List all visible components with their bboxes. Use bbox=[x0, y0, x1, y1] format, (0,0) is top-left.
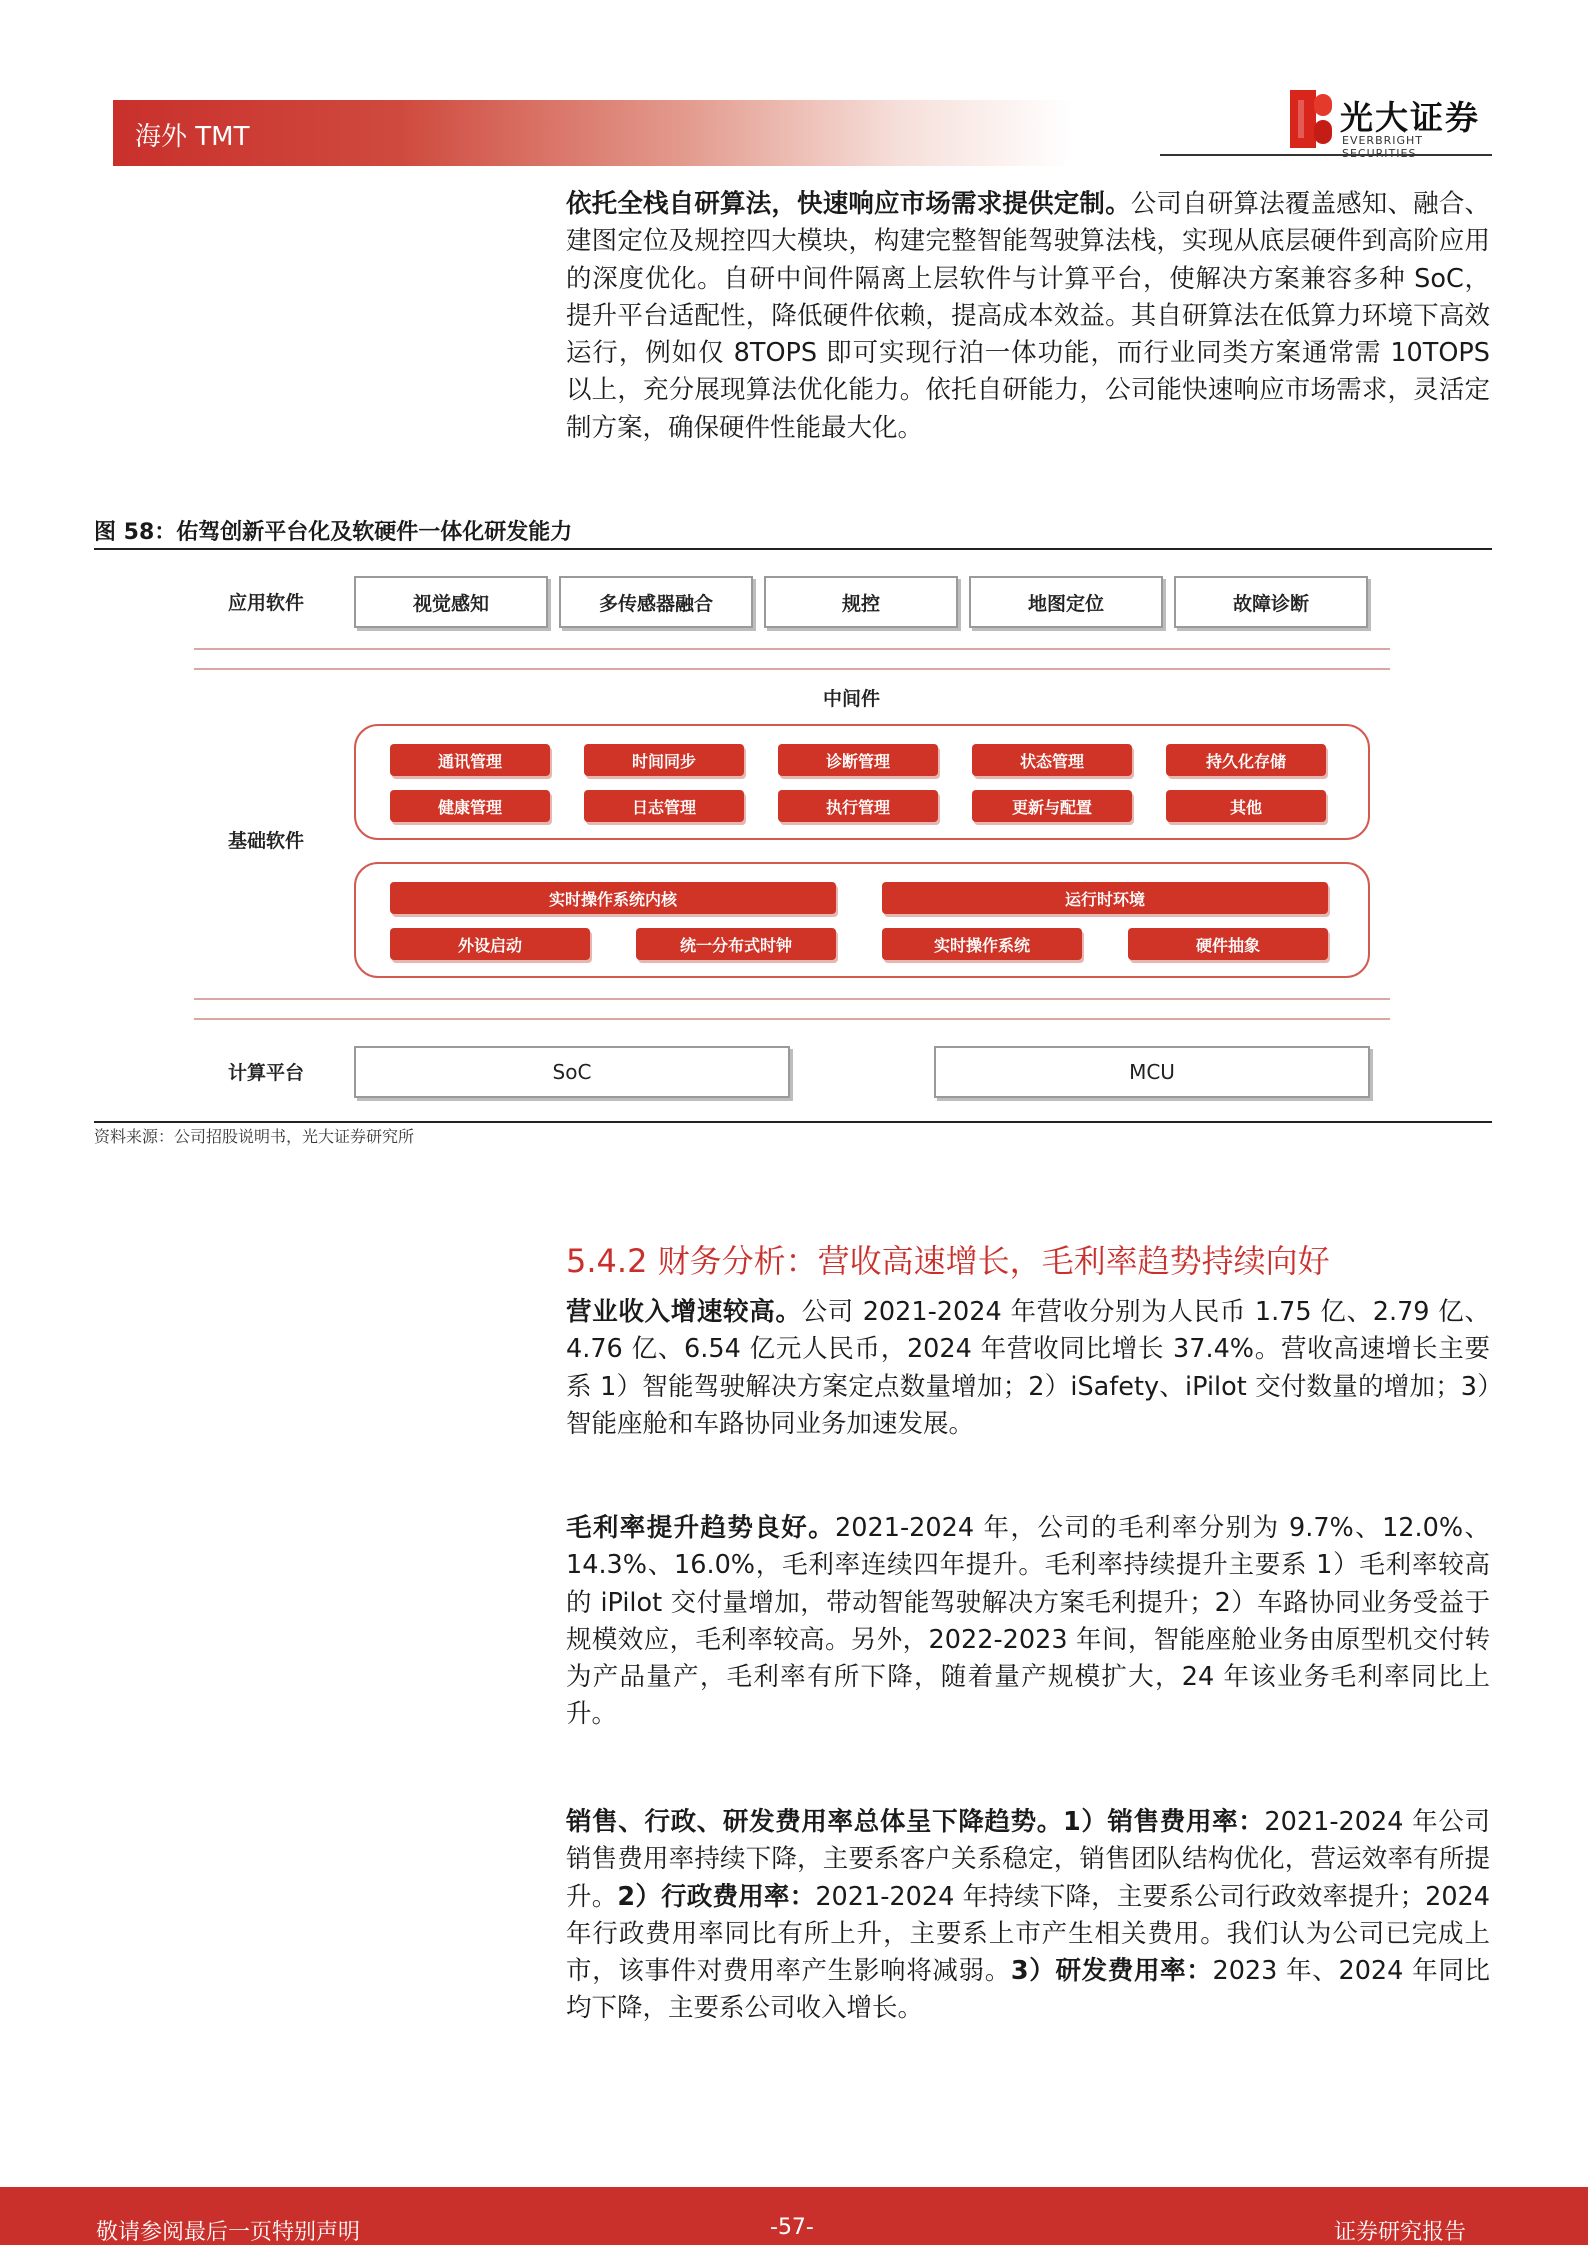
header-band bbox=[113, 100, 1073, 166]
os-pill: 实时操作系统 bbox=[882, 928, 1082, 960]
paragraph-subhead: 3）研发费用率： bbox=[1010, 1956, 1213, 1987]
platform-box-mcu: MCU bbox=[934, 1046, 1370, 1098]
middleware-pill: 持久化存储 bbox=[1166, 744, 1326, 776]
paragraph-body: 2021-2024 年公司销售费用率持续下降，主要系客户关系稳定，销售团队结构优化，营运效率有所提升。 bbox=[566, 1807, 1490, 1912]
footer-disclaimer: 敬请参阅最后一页特别声明 bbox=[96, 2220, 361, 2245]
paragraph-lead: 营业收入增速较高。 bbox=[566, 1297, 802, 1327]
paragraph-body: 2021-2024 年持续下降，主要系公司行政效率提升；2024 年行政费用率同比有所上升，主要系上市产生相关费用。我们认为公司已完成上市，该事件对费用率产生影响将减弱。 bbox=[566, 1881, 1490, 1987]
middleware-pill: 时间同步 bbox=[584, 744, 744, 776]
section-title: 海外 TMT bbox=[135, 122, 250, 152]
row-label-base-software: 基础软件 bbox=[228, 830, 305, 852]
middleware-label: 中间件 bbox=[822, 688, 880, 710]
os-pill: 硬件抽象 bbox=[1128, 928, 1328, 960]
os-pill: 实时操作系统内核 bbox=[390, 882, 836, 914]
middleware-pill: 健康管理 bbox=[390, 790, 550, 822]
paragraph-body: 2023 年、2024 年同比均下降，主要系公司收入增长。 bbox=[566, 1956, 1490, 2024]
middleware-pill: 通讯管理 bbox=[390, 744, 550, 776]
paragraph-lead: 销售、行政、研发费用率总体呈下降趋势。1）销售费用率： bbox=[566, 1807, 1265, 1837]
paragraph-revenue bbox=[566, 1294, 1490, 1443]
middleware-group bbox=[354, 724, 1370, 840]
middleware-pill: 状态管理 bbox=[972, 744, 1132, 776]
figure-top-rule bbox=[94, 548, 1492, 550]
platform-box-soc: SoC bbox=[354, 1046, 790, 1098]
app-box: 视觉感知 bbox=[354, 576, 548, 628]
figure-bottom-rule bbox=[94, 1121, 1492, 1123]
page-number: -57- bbox=[770, 2215, 814, 2240]
middleware-pill: 日志管理 bbox=[584, 790, 744, 822]
architecture-diagram bbox=[194, 556, 1390, 1118]
paragraph-expense-ratio bbox=[566, 1804, 1490, 2028]
paragraph-gross-margin bbox=[566, 1510, 1490, 1734]
logo-text-en: EVERBRIGHT bbox=[1342, 134, 1424, 147]
row-label-platform: 计算平台 bbox=[228, 1062, 305, 1084]
separator bbox=[194, 648, 1390, 650]
paragraph-body: 公司自研算法覆盖感知、融合、建图定位及规控四大模块，构建完整智能驾驶算法栈，实现从底层硬件到高阶应用的深度优化。自研中间件隔离上层软件与计算平台，使解决方案兼容多种 SoC，提升平台适配性，降低硬件依赖，提高成本效益。其自研算法在低算力环境下高效运行，例如仅 8TOPS 即可实现行泊一体功能，而行业同类方案通常需 10TOPS 以上，充分展现算法优化能力。依托自研能力，公司能快速响应市场需求，灵活定制方案，确保硬件性能最大化。 bbox=[566, 189, 1490, 443]
app-box: 地图定位 bbox=[969, 576, 1163, 628]
footer-band bbox=[0, 2187, 1588, 2245]
separator bbox=[194, 668, 1390, 670]
row-label-application: 应用软件 bbox=[228, 592, 305, 614]
app-box: 规控 bbox=[764, 576, 958, 628]
figure-title: 图 58：佑驾创新平台化及软硬件一体化研发能力 bbox=[94, 520, 573, 545]
header-rule bbox=[1160, 154, 1492, 156]
app-box: 故障诊断 bbox=[1174, 576, 1368, 628]
figure-source: 资料来源：公司招股说明书，光大证券研究所 bbox=[94, 1127, 415, 1146]
os-pill: 运行时环境 bbox=[882, 882, 1328, 914]
separator bbox=[194, 998, 1390, 1000]
logo-mark-icon bbox=[1290, 90, 1332, 148]
paragraph-subhead: 2）行政费用率： bbox=[617, 1881, 816, 1912]
paragraph-algorithm bbox=[566, 186, 1490, 447]
paragraph-body: 2021-2024 年，公司的毛利率分别为 9.7%、12.0%、14.3%、16.0%，毛利率连续四年提升。毛利率持续提升主要系 1）毛利率较高的 iPilot 交付量增加，带动智能驾驶解决方案毛利提升；2）车路协同业务受益于规模效应，毛利率较高。另外，2022-2023 年间，智能座舱业务由原型机交付转为产品量产，毛利率有所下降，随着量产规模扩大，24 年该业务毛利率同比上升。 bbox=[566, 1513, 1490, 1730]
middleware-pill: 执行管理 bbox=[778, 790, 938, 822]
company-logo bbox=[1290, 88, 1490, 150]
paragraph-body: 公司 2021-2024 年营收分别为人民币 1.75 亿、2.79 亿、4.76 亿、6.54 亿元人民币，2024 年营收同比增长 37.4%。营收高速增长主要系 1）智能驾驶解决方案定点数量增加；2）iSafety、iPilot 交付数量的增加；3）智能座舱和车路协同业务加速发展。 bbox=[566, 1297, 1490, 1439]
os-group bbox=[354, 862, 1370, 978]
middleware-pill: 更新与配置 bbox=[972, 790, 1132, 822]
paragraph-lead: 毛利率提升趋势良好。 bbox=[566, 1513, 836, 1543]
app-box: 多传感器融合 bbox=[559, 576, 753, 628]
section-heading: 5.4.2 财务分析：营收高速增长，毛利率趋势持续向好 bbox=[566, 1242, 1330, 1280]
logo-text-cn: 光大证券 bbox=[1340, 98, 1480, 137]
middleware-pill: 其他 bbox=[1166, 790, 1326, 822]
middleware-pill: 诊断管理 bbox=[778, 744, 938, 776]
os-pill: 统一分布式时钟 bbox=[636, 928, 836, 960]
separator bbox=[194, 1018, 1390, 1020]
footer-report-type: 证券研究报告 bbox=[1334, 2220, 1467, 2245]
os-pill: 外设启动 bbox=[390, 928, 590, 960]
paragraph-lead: 依托全栈自研算法，快速响应市场需求提供定制。 bbox=[566, 189, 1131, 219]
